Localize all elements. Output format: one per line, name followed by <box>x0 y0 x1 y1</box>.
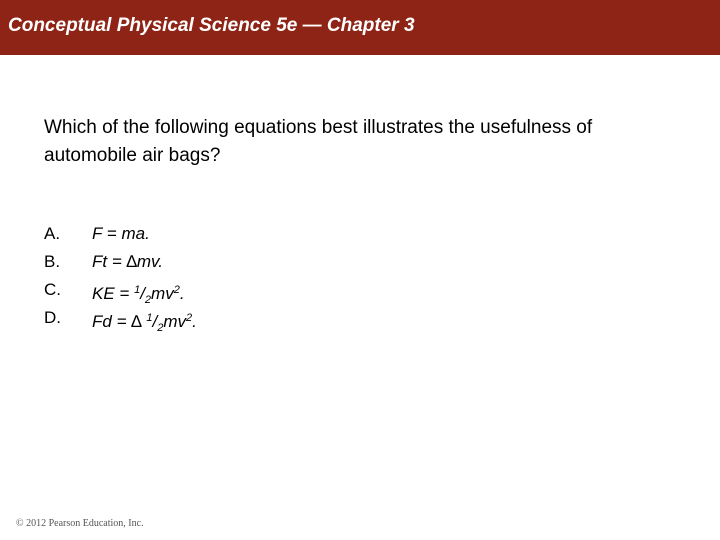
slide-title: Conceptual Physical Science 5e — Chapter 3 <box>8 15 415 36</box>
option-letter: C. <box>44 280 61 299</box>
copyright-notice: © 2012 Pearson Education, Inc. <box>16 518 144 529</box>
option-letter: A. <box>44 224 61 243</box>
option-equation: F = ma. <box>92 224 150 243</box>
question-text: Which of the following equations best illustrates the usefulness of automobile air bags? <box>44 117 593 166</box>
header-bar <box>0 0 720 55</box>
option-d[interactable] <box>44 304 444 332</box>
delta-symbol: ∆ <box>131 312 147 331</box>
delta-symbol: ∆ <box>126 252 137 271</box>
answer-options <box>44 220 444 332</box>
option-equation: Ft = ∆mv. <box>92 252 164 271</box>
option-letter: D. <box>44 308 61 327</box>
option-equation: Fd = ∆ $^1/_2mv^2$. <box>92 312 197 334</box>
option-c[interactable] <box>44 276 444 304</box>
option-b[interactable] <box>44 248 444 276</box>
option-a[interactable] <box>44 220 444 248</box>
option-equation: KE = $^1/_2mv^2$. <box>92 284 185 306</box>
option-letter: B. <box>44 252 61 271</box>
